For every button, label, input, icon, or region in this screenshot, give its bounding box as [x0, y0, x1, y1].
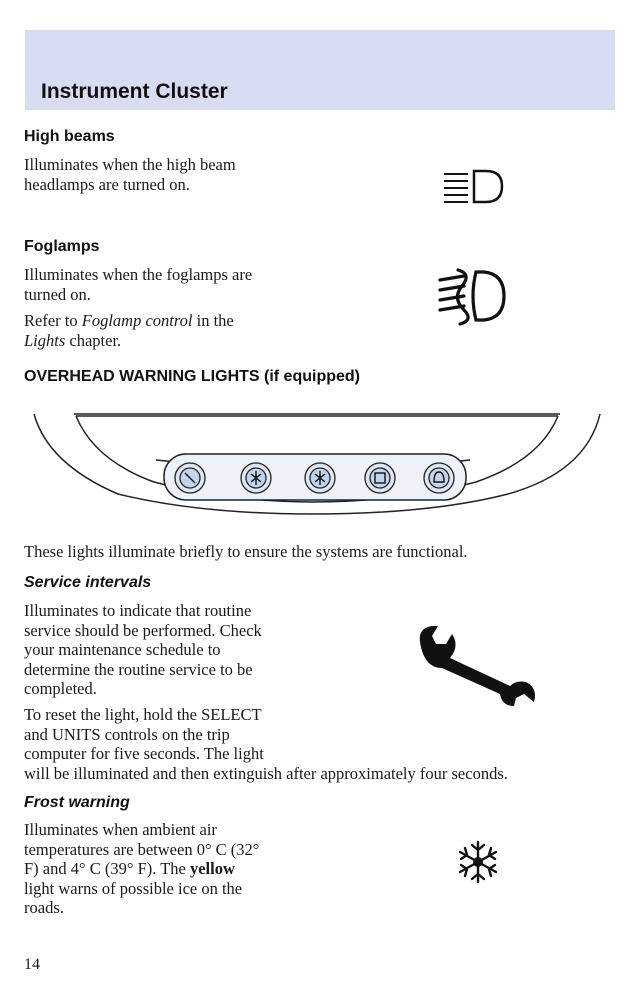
service-p1-line: your maintenance schedule to — [24, 640, 221, 659]
page-number: 14 — [24, 956, 40, 973]
service-p1-line: Illuminates to indicate that routine — [24, 601, 252, 620]
page-title: Instrument Cluster — [41, 80, 228, 103]
high-beams-line-2: headlamps are turned on. — [24, 174, 190, 194]
high-beams-line-1: Illuminates when the high beam — [24, 155, 236, 174]
foglamps-reference — [24, 311, 234, 350]
service-paragraph-1 — [24, 601, 262, 699]
frost-line-3-pre: F) and 4° C (39° F). The — [24, 859, 190, 878]
high-beams-text — [24, 155, 236, 194]
wrench-icon — [412, 622, 540, 708]
service-paragraph-2 — [24, 705, 508, 783]
service-p1-line: determine the routine service to be — [24, 659, 253, 679]
frost-line-5: roads. — [24, 898, 64, 917]
high-beam-icon — [440, 166, 506, 206]
foglamps-ref-post: in the — [192, 311, 234, 330]
service-p2-line: and UNITS controls on the trip — [24, 724, 230, 744]
service-p2-line: computer for five seconds. The light — [24, 744, 264, 763]
foglamps-text — [24, 265, 252, 304]
foglamps-ref-link: Foglamp control — [81, 311, 193, 330]
frost-paragraph — [24, 820, 259, 918]
overhead-console-illustration — [30, 410, 605, 518]
foglamps-ref-tail: chapter. — [65, 330, 122, 350]
service-p2-line: will be illuminated and then extinguish after approximately four seconds. — [24, 763, 508, 783]
foglamps-ref-pre: Refer to — [24, 311, 82, 330]
service-p1-line: service should be performed. Check — [24, 620, 262, 640]
foglamps-heading: Foglamps — [24, 238, 100, 255]
frost-line-3-bold: yellow — [189, 859, 235, 878]
frost-line-4: light warns of possible ice on the — [24, 878, 243, 898]
foglamps-line-2: turned on. — [24, 284, 91, 304]
service-p1-line: completed. — [24, 679, 97, 698]
header-band — [25, 30, 615, 110]
frost-heading: Frost warning — [24, 794, 130, 811]
foglamps-ref-chapter: Lights — [24, 330, 66, 350]
service-p2-line: To reset the light, hold the SELECT — [24, 705, 262, 724]
snowflake-icon — [456, 840, 500, 884]
overhead-heading: OVERHEAD WARNING LIGHTS (if equipped) — [24, 368, 360, 385]
frost-line-1: Illuminates when ambient air — [24, 820, 217, 839]
frost-line-2: temperatures are between 0° C (32° — [24, 839, 260, 859]
foglamps-line-1: Illuminates when the foglamps are — [24, 265, 253, 284]
overhead-caption: These lights illuminate briefly to ensure the systems are functional. — [24, 542, 468, 561]
foglamp-icon — [436, 266, 510, 328]
service-heading: Service intervals — [24, 574, 152, 591]
high-beams-heading: High beams — [24, 128, 115, 145]
